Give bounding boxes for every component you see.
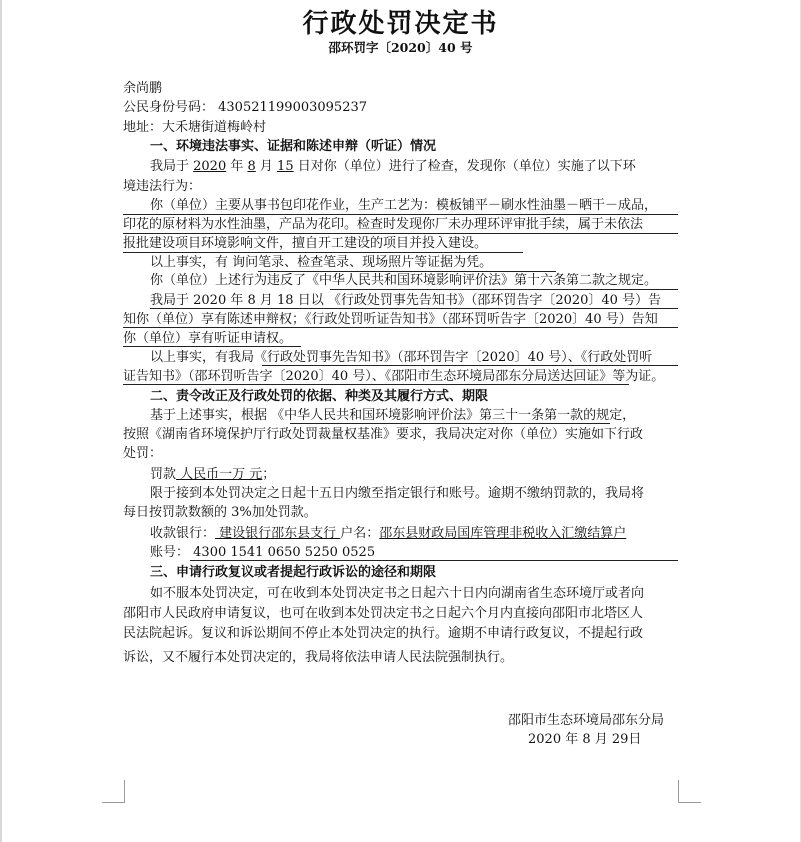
- section3-line2: 邵阳市人民政府申请复议，也可在收到本处罚决定书之日起六个月内直接向邵阳市北塔区人: [123, 606, 644, 621]
- page-left-edge: [0, 0, 2, 842]
- underline: [190, 560, 678, 561]
- section1-heading: 一、环境违法事实、证据和陈述申辩（听证）情况: [150, 139, 437, 154]
- payment-terms-line1: 限于接到本处罚决定之日起十五日内缴至指定银行和账号。逾期不缴纳罚款的，我局将: [150, 486, 645, 501]
- section1-notice-line1: 我局于 2020 年 8 月 18 日以 《行政处罚事先告知书》（邵环罚告字〔2020〕40 号）告: [150, 293, 662, 308]
- section1-notice-line3: 你（单位）享有听证申请权。: [123, 331, 293, 346]
- section1-evidence: 以上事实，有 询问笔录、检查笔录、现场照片等证据为凭。: [150, 255, 493, 270]
- section1-proof-line1: 以上事实，有我局《行政处罚事先告知书》（邵环罚告字〔2020〕40 号）、《行政处罚听: [150, 350, 653, 365]
- payment-terms-line2: 每日按罚款数额的 3%加处罚款。: [123, 505, 317, 520]
- section3-line4: 诉讼，又不履行本处罚决定的，我局将依法申请人民法院强制执行。: [123, 650, 514, 665]
- underline: [262, 365, 678, 366]
- section1-facts-line1: 你（单位）主要从事书包印花作业，生产工艺为：模板铺平－刷水性油墨－晒干－成品，: [150, 198, 658, 213]
- account-label: 账号：: [150, 545, 190, 560]
- document-title: 行政处罚决定书: [302, 9, 499, 39]
- fine-label: 罚款: [150, 467, 177, 482]
- section1-violation: 你（单位）上述行为违反了《中华人民共和国环境影响评价法》第十六条第二款之规定。: [150, 273, 658, 288]
- account-name-value: 邵东县财政局国库管理非税收入汇缴结算户: [379, 526, 627, 541]
- section1-para1-line1: 我局于 2020 年 8 月 15 日对你（单位）进行了检查，发现你（单位）实施了以下环: [150, 159, 636, 174]
- page-corner-mark-right: [678, 780, 701, 803]
- section3-line3: 民法院起诉。复议和诉讼期间不停止本处罚决定的执行。逾期不申请行政复议，不提起行政: [123, 626, 644, 641]
- account-name-label: 户名：: [340, 526, 380, 541]
- section3-line1: 如不服本处罚决定，可在收到本处罚决定书之日起六十日内向湖南省生态环境厅或者向: [150, 586, 645, 601]
- underline: [123, 346, 301, 347]
- recipient-address: 地址：大禾塘街道梅岭村: [123, 120, 267, 135]
- page-corner-mark-left: [102, 780, 125, 803]
- bank-value: 建设银行邵东县支行: [215, 526, 341, 541]
- signature-org: 邵阳市生态环境局邵东分局: [508, 713, 665, 728]
- underline: [123, 214, 678, 215]
- bank-label: 收款银行：: [150, 526, 216, 541]
- section1-facts-line2: 印花的原材料为水性油墨，产品为花印。检查时发现你厂未办理环评审批手续，属于未依法: [123, 217, 644, 232]
- section2-basis-line1: 基于上述事实，根据 《中华人民共和国环境影响评价法》第三十一条第一款的规定，: [150, 408, 636, 423]
- fine-amount: 人民币一万 元: [176, 467, 263, 482]
- underline: [123, 384, 629, 385]
- fine-line: 罚款 人民币一万 元；: [150, 467, 276, 482]
- section2-heading: 二、责令改正及行政处罚的依据、种类及其履行方式、期限: [150, 389, 489, 404]
- underline: [123, 233, 678, 234]
- section2-basis-line2: 按照《湖南省环境保护厅行政处罚裁量权基准》要求，我局决定对你（单位）实施如下行政: [123, 427, 644, 442]
- underline: [123, 327, 678, 328]
- recipient-name: 余尚鹏: [123, 81, 163, 96]
- signature-date: 2020 年 8 月 29日: [528, 732, 642, 747]
- bank-line: [150, 525, 626, 543]
- section1-proof-line2: 证告知书》（邵环罚听告字〔2020〕40 号）、《邵阳市生态环境局邵东分局送达回证》等为证。: [123, 369, 665, 384]
- underline: [330, 289, 678, 290]
- section1-facts-line3: 报批建设项目环境影响文件，擅自开工建设的项目并投入建设。: [123, 236, 488, 251]
- document-number: 邵环罚字〔2020〕40 号: [328, 40, 473, 55]
- underline: [150, 308, 678, 309]
- recipient-id: 公民身份号码： 430521199003095237: [123, 100, 368, 115]
- underline: [290, 423, 610, 424]
- underline: [123, 252, 523, 253]
- account-value: 4300 1541 0650 5250 0525: [189, 545, 376, 560]
- section2-basis-line3: 处罚：: [123, 446, 163, 461]
- section1-notice-line2: 知你（单位）享有陈述申辩权；《行政处罚听证告知书》（邵环罚听告字〔2020〕40 号）告知: [123, 312, 658, 327]
- section1-para1-line2: 境违法行为：: [123, 179, 202, 194]
- section3-heading: 三、申请行政复议或者提起行政诉讼的途径和期限: [150, 565, 437, 580]
